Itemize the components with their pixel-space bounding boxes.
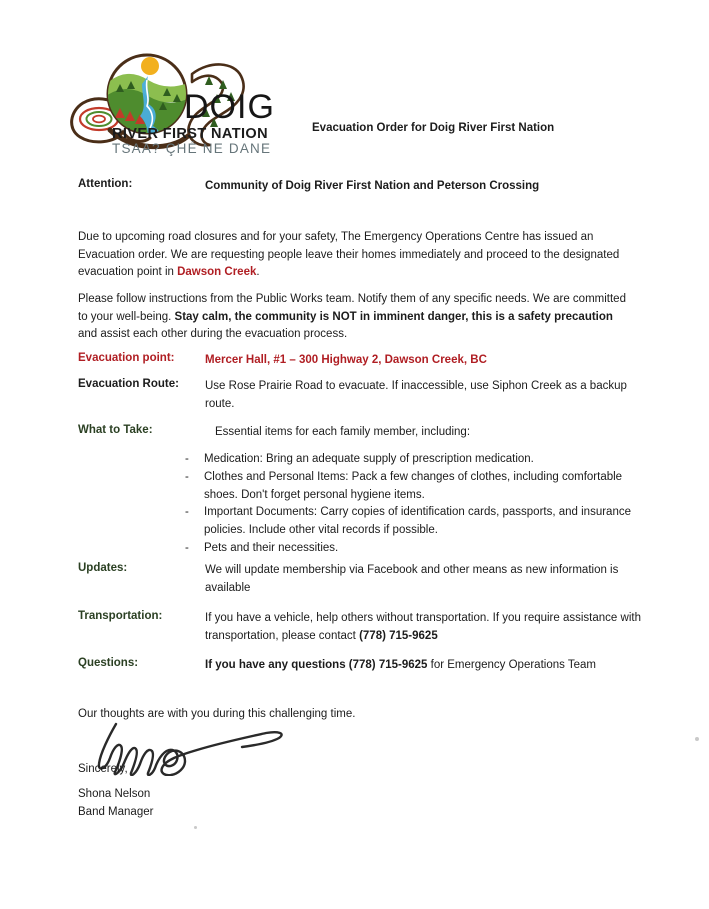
- evacuation-route-row: [78, 378, 653, 413]
- attention-label: Attention:: [78, 178, 133, 190]
- evacuation-city-highlight: Dawson Creek: [177, 266, 257, 279]
- list-item: - Clothes and Personal Items: Pack a few changes of clothes, including comfortable shoes. Don't forget personal hygiene items.: [185, 469, 660, 505]
- instructions-text-end: and assist each other during the evacuation process.: [78, 328, 348, 341]
- evacuation-route-label: Evacuation Route:: [78, 378, 179, 390]
- list-item: - Pets and their necessities.: [185, 540, 660, 558]
- attention-row: [78, 178, 638, 196]
- evacuation-point-label: Evacuation point:: [78, 352, 175, 364]
- intro-paragraph-period: .: [256, 266, 260, 279]
- evacuation-point-row: [78, 352, 638, 370]
- list-item: - Medication: Bring an adequate supply of prescription medication.: [185, 451, 660, 469]
- bullet-dash: -: [185, 541, 189, 554]
- questions-row: [78, 657, 653, 675]
- updates-row: [78, 562, 653, 597]
- list-item: - Important Documents: Carry copies of identification cards, passports, and insurance policies. Include other vital records if possible.: [185, 504, 660, 540]
- questions-phone: If you have any questions (778) 715-9625: [205, 659, 428, 671]
- document-title: Evacuation Order for Doig River First Nation: [312, 122, 555, 134]
- evacuation-route-value: Use Rose Prairie Road to evacuate. If inaccessible, use Siphon Creek as a backup route.: [205, 380, 627, 410]
- instructions-text: Please follow instructions from the Public Works team. Notify them of any specific needs. We are committed to your well-being.: [78, 293, 626, 323]
- logo-native-name: TSAA? ÇHÉ NE DANE: [112, 141, 272, 156]
- transportation-label: Transportation:: [78, 610, 163, 622]
- questions-value: If you have any questions (778) 715-9625 for Emergency Operations Team: [205, 659, 596, 671]
- scan-artifact: [194, 826, 197, 829]
- closing-signoff: Sincerely,: [78, 763, 128, 775]
- updates-label: Updates:: [78, 562, 128, 574]
- what-to-take-row: [78, 424, 653, 442]
- evacuation-point-value: Mercer Hall, #1 – 300 Highway 2, Dawson Creek, BC: [205, 354, 487, 366]
- what-to-take-list: [185, 451, 660, 558]
- transportation-phone: (778) 715-9625: [359, 629, 438, 642]
- transportation-value: If you have a vehicle, help others without transportation. If you require assistance with transportation, please contact (778) 715-9625: [205, 612, 641, 642]
- questions-label: Questions:: [78, 657, 139, 669]
- signatory-role: Band Manager: [78, 806, 154, 818]
- intro-paragraph: [78, 229, 626, 282]
- transportation-row: [78, 610, 653, 645]
- scan-artifact: [695, 737, 699, 741]
- bullet-dash: -: [185, 453, 189, 465]
- stay-calm-emphasis: Stay calm, the community is NOT in imminent danger, this is a safety precaution: [174, 310, 613, 323]
- what-to-take-value: Essential items for each family member, including:: [215, 426, 471, 438]
- instructions-paragraph: [78, 291, 626, 344]
- signatory-name: Shona Nelson: [78, 788, 151, 800]
- bullet-dash: -: [185, 506, 189, 519]
- attention-value: Community of Doig River First Nation and Peterson Crossing: [205, 180, 540, 192]
- updates-value: We will update membership via Facebook and other means as new information is available: [205, 564, 619, 594]
- logo-org-name: RIVER FIRST NATION: [112, 126, 268, 142]
- closing-thoughts: Our thoughts are with you during this challenging time.: [78, 708, 356, 720]
- what-to-take-label: What to Take:: [78, 424, 153, 436]
- intro-paragraph-text: Due to upcoming road closures and for your safety, The Emergency Operations Centre has issued an Evacuation order. We are requesting people leave their homes immediately and proceed to the designated evacuation point in: [78, 231, 620, 279]
- bullet-dash: -: [185, 470, 189, 483]
- logo-wordmark: DOIG: [184, 88, 275, 126]
